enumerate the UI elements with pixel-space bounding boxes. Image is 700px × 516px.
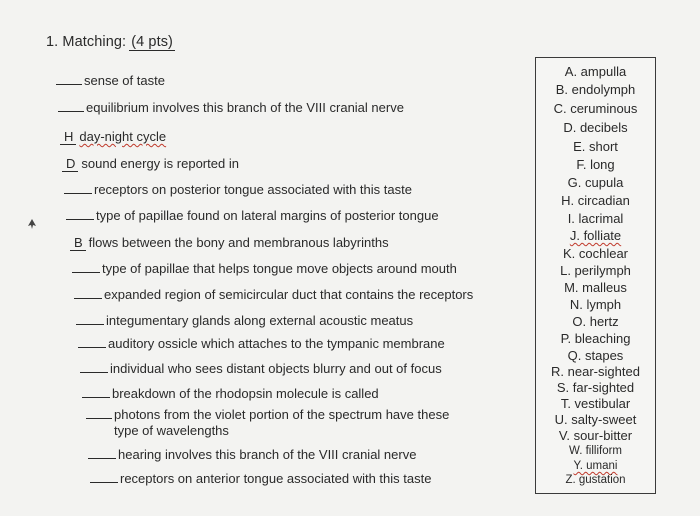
item-text: receptors on posterior tongue associated with this taste [94, 182, 412, 197]
matching-item-12 [80, 360, 442, 377]
item-text: integumentary glands along external acoustic meatus [106, 313, 414, 328]
matching-item-1 [56, 72, 165, 89]
item-text-continued: type of wavelengths [114, 423, 229, 438]
option-d: D. decibels [563, 120, 628, 135]
option-m: M. malleus [564, 280, 627, 295]
item-text: equilibrium involves this branch of the VIII cranial nerve [86, 100, 404, 115]
matching-item-2 [58, 99, 404, 116]
matching-item-8 [72, 260, 457, 277]
option-y: Y. umani [573, 460, 618, 472]
answer-blank[interactable] [82, 385, 110, 398]
filled-answer[interactable]: B [70, 235, 86, 251]
matching-item-11 [78, 335, 445, 352]
item-text: breakdown of the rhodopsin molecule is called [112, 386, 379, 401]
question-title [46, 34, 175, 51]
matching-item-9 [74, 286, 473, 303]
option-c: C. ceruminous [553, 101, 638, 116]
item-text: sense of taste [84, 73, 165, 88]
item-text: auditory ossicle which attaches to the tympanic membrane [108, 336, 445, 351]
answer-blank[interactable] [86, 406, 112, 419]
answer-blank[interactable] [80, 360, 108, 373]
filled-answer[interactable]: D [62, 156, 78, 172]
option-o: O. hertz [572, 314, 619, 329]
matching-item-13 [82, 385, 379, 402]
option-r: R. near-sighted [551, 364, 640, 379]
item-text: day-night cycle [79, 129, 167, 144]
option-l: L. perilymph [560, 263, 631, 278]
matching-item-6 [66, 207, 439, 224]
matching-item-5 [64, 181, 412, 198]
option-e: E. short [573, 139, 618, 154]
answer-blank[interactable] [74, 286, 102, 299]
question-number-label: 1. Matching: [46, 34, 127, 50]
option-b: B. endolymph [555, 82, 636, 97]
option-s: S. far-sighted [556, 380, 635, 395]
option-g: G. cupula [567, 175, 624, 190]
option-n: N. lymph [569, 297, 622, 312]
answer-blank[interactable] [88, 446, 116, 459]
option-i: I. lacrimal [567, 211, 624, 226]
item-text: sound energy is reported in [81, 156, 239, 171]
answer-blank[interactable] [72, 260, 100, 273]
option-u: U. salty-sweet [554, 412, 637, 427]
answer-options-box [535, 57, 656, 494]
answer-blank[interactable] [76, 312, 104, 325]
matching-item-10 [76, 312, 413, 329]
item-text: hearing involves this branch of the VIII cranial nerve [118, 447, 417, 462]
filled-answer[interactable]: H [60, 129, 76, 145]
option-p: P. bleaching [560, 331, 631, 346]
option-j: J. folliate [569, 228, 622, 243]
matching-item-15 [88, 446, 416, 463]
item-text: expanded region of semicircular duct that contains the receptors [104, 287, 474, 302]
item-text: flows between the bony and membranous labyrinths [88, 235, 389, 250]
answer-blank[interactable] [78, 335, 106, 348]
matching-item-16 [90, 470, 431, 487]
item-text: type of papillae that helps tongue move objects around mouth [102, 261, 457, 276]
option-k: K. cochlear [562, 246, 629, 261]
arrow-marker-icon [26, 218, 38, 230]
option-h: H. circadian [561, 193, 630, 208]
option-q: Q. stapes [567, 348, 624, 363]
answer-blank[interactable] [56, 72, 82, 85]
answer-blank[interactable] [66, 207, 94, 220]
matching-item-7 [70, 235, 389, 251]
item-text: type of papillae found on lateral margins of posterior tongue [96, 208, 439, 223]
item-text: receptors on anterior tongue associated with this taste [120, 471, 432, 486]
answer-blank[interactable] [58, 99, 84, 112]
points-blank: (4 pts) [131, 34, 173, 50]
item-text: individual who sees distant objects blurry and out of focus [110, 361, 442, 376]
option-z: Z. gustation [565, 474, 626, 486]
option-v: V. sour-bitter [558, 428, 633, 443]
item-text: photons from the violet portion of the spectrum have these [114, 407, 450, 422]
option-w: W. filliform [568, 445, 623, 457]
answer-blank[interactable] [64, 181, 92, 194]
option-a: A. ampulla [564, 64, 627, 79]
option-f: F. long [576, 157, 615, 172]
matching-item-3 [60, 129, 166, 145]
answer-blank[interactable] [90, 470, 118, 483]
option-t: T. vestibular [560, 396, 631, 411]
matching-item-14 [86, 406, 449, 439]
matching-item-4 [62, 156, 239, 172]
